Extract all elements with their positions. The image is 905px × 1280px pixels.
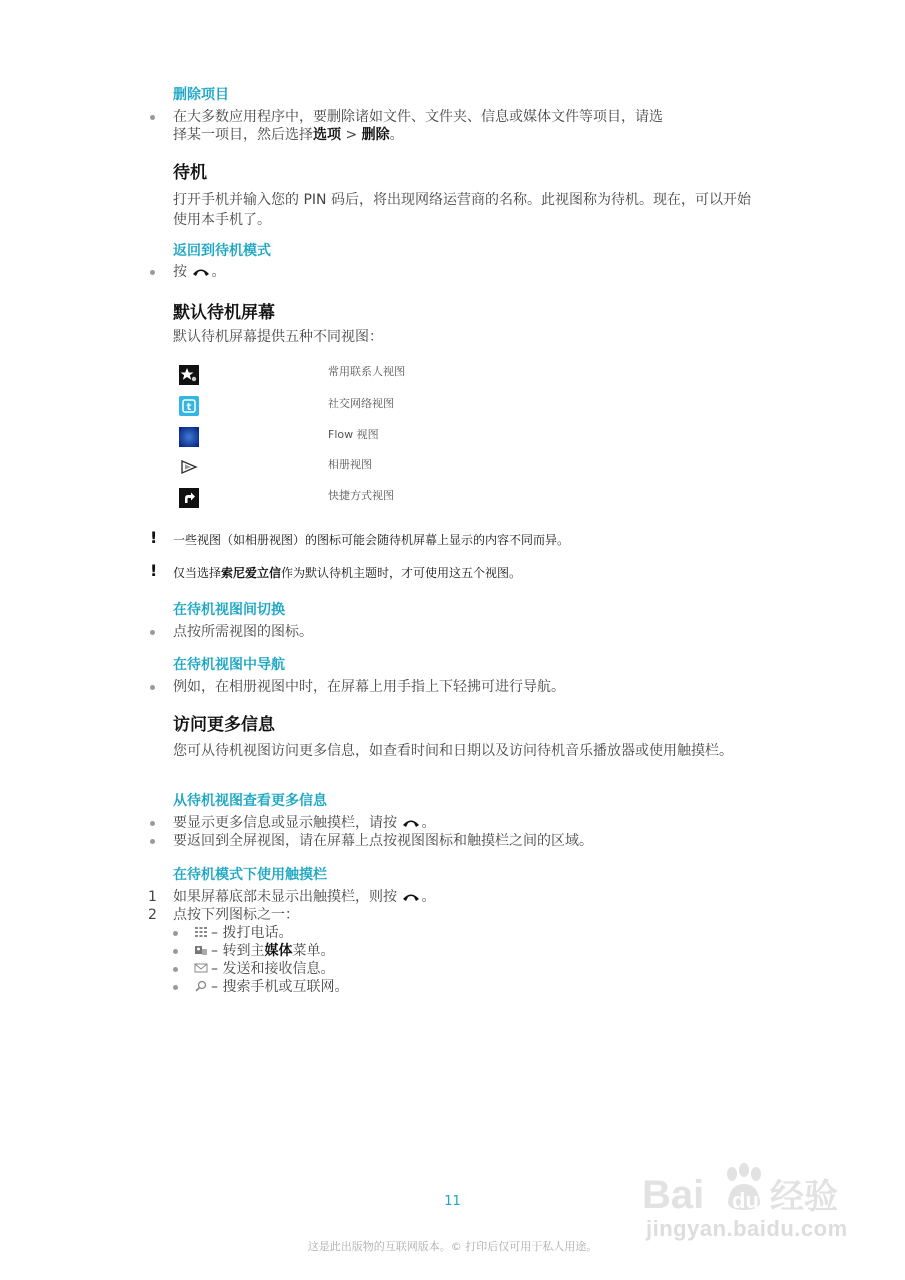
bullet xyxy=(173,949,178,954)
exclamation-icon: ! xyxy=(150,561,158,580)
item1-post: 。 xyxy=(421,815,436,831)
bullet xyxy=(173,931,178,936)
media-term: 媒体 xyxy=(264,943,293,959)
svg-text:du: du xyxy=(732,1188,759,1213)
touchbar-step2: 点按下列图标之一： xyxy=(173,907,299,923)
view-label: 常用联系人视图 xyxy=(328,365,405,378)
bullet xyxy=(150,115,155,120)
icon-desc: – 拨打电话。 xyxy=(211,925,293,941)
period: 。 xyxy=(389,127,404,143)
note2-post: 作为默认待机主题时，才可使用这五个视图。 xyxy=(281,566,522,580)
step1-pre: 如果屏幕底部未显示出触摸栏，则按 xyxy=(173,889,397,905)
watermark-url: jingyan.baidu.com xyxy=(646,1216,848,1241)
twitter-icon xyxy=(179,396,199,416)
baidu-jingyan-watermark-logo xyxy=(642,1160,852,1220)
page-number: 11 xyxy=(444,1194,461,1209)
icon-desc: – 发送和接收信息。 xyxy=(211,961,335,977)
svg-text:t: t xyxy=(186,402,192,413)
section-heading-switch: 在待机视图间切换 xyxy=(173,602,285,618)
default-screen-intro: 默认待机屏幕提供五种不同视图： xyxy=(173,329,383,345)
bullet xyxy=(173,985,178,990)
section-heading-view-more: 从待机视图查看更多信息 xyxy=(173,793,327,809)
touchbar-icon-item xyxy=(194,924,694,942)
envelope-icon xyxy=(194,962,208,974)
view-more-item1 xyxy=(173,814,763,832)
icon-desc-pre: – 转到主 xyxy=(211,943,265,959)
exclamation-icon: ! xyxy=(150,528,158,547)
note-icons-vary: 一些视图（如相册视图）的图标可能会随待机屏幕上显示的内容不同而异。 xyxy=(173,533,570,547)
section-heading-delete: 删除项目 xyxy=(173,87,229,103)
heading-default-screen: 默认待机屏幕 xyxy=(173,303,275,323)
bullet xyxy=(173,967,178,972)
options-term: 选项 xyxy=(313,127,341,143)
section-heading-navigate: 在待机视图中导航 xyxy=(173,657,285,673)
touchbar-icon-item xyxy=(194,960,694,978)
favorite-contacts-icon xyxy=(179,365,199,385)
more-info-text: 您可从待机视图访问更多信息，如查看时间和日期以及访问待机音乐播放器或使用触摸栏。 xyxy=(173,743,733,759)
bullet xyxy=(150,839,155,844)
touchbar-icon-item xyxy=(194,942,694,960)
touchbar-step1 xyxy=(173,888,763,906)
view-more-item2: 要返回到全屏视图，请在屏幕上点按视图图标和触摸栏之间的区域。 xyxy=(173,833,593,849)
shortcut-view-icon xyxy=(179,488,199,508)
section-heading-touchbar: 在待机模式下使用触摸栏 xyxy=(173,867,327,883)
bullet xyxy=(150,630,155,635)
navigate-instruction: 例如，在相册视图中时，在屏幕上用手指上下轻拂可进行导航。 xyxy=(173,679,565,695)
step1-post: 。 xyxy=(421,889,436,905)
album-view-icon xyxy=(179,457,199,477)
media-icon xyxy=(194,944,208,956)
separator: > xyxy=(341,127,362,143)
search-icon xyxy=(194,980,208,992)
step-number: 2 xyxy=(148,907,157,923)
delete-term: 删除 xyxy=(361,127,390,143)
dialpad-icon xyxy=(194,926,208,938)
bullet xyxy=(150,685,155,690)
delete-line1: 在大多数应用程序中，要删除诸如文件、文件夹、信息或媒体文件等项目，请选 xyxy=(173,109,663,125)
switch-instruction: 点按所需视图的图标。 xyxy=(173,624,313,640)
footer-note: 这是此出版物的互联网版本。© 打印后仅可用于私人用途。 xyxy=(307,1240,598,1253)
return-post: 。 xyxy=(211,264,226,280)
view-label: 快捷方式视图 xyxy=(328,489,394,502)
bullet xyxy=(150,821,155,826)
delete-instruction xyxy=(173,108,763,144)
note2-pre: 仅当选择 xyxy=(173,566,222,580)
bullet xyxy=(150,270,155,275)
end-call-icon xyxy=(192,265,210,277)
icon-desc-post: 菜单。 xyxy=(292,943,335,959)
theme-name: 索尼爱立信 xyxy=(221,566,282,580)
view-label: Flow 视图 xyxy=(328,428,379,441)
step-number: 1 xyxy=(148,889,157,905)
icon-desc: – 搜索手机或互联网。 xyxy=(211,979,349,995)
touchbar-icon-item xyxy=(194,978,694,996)
return-pre: 按 xyxy=(173,264,187,280)
view-label: 相册视图 xyxy=(328,458,372,471)
flow-view-icon xyxy=(179,427,199,447)
return-instruction xyxy=(173,263,763,281)
svg-text:经验: 经验 xyxy=(770,1177,838,1217)
section-heading-return: 返回到待机模式 xyxy=(173,243,271,259)
standby-text: 打开手机并输入您的 PIN 码后，将出现网络运营商的名称。此视图称为待机。现在，可以开始使用本手机了。 xyxy=(173,192,751,228)
end-call-icon xyxy=(402,816,420,828)
svg-text:Bai: Bai xyxy=(642,1173,705,1217)
heading-standby: 待机 xyxy=(173,163,207,183)
item1-pre: 要显示更多信息或显示触摸栏，请按 xyxy=(173,815,397,831)
heading-more-info: 访问更多信息 xyxy=(173,715,275,735)
end-call-icon xyxy=(402,890,420,902)
delete-line2-pre: 择某一项目，然后选择 xyxy=(173,127,313,143)
note-theme xyxy=(173,565,521,581)
view-label: 社交网络视图 xyxy=(328,397,394,410)
